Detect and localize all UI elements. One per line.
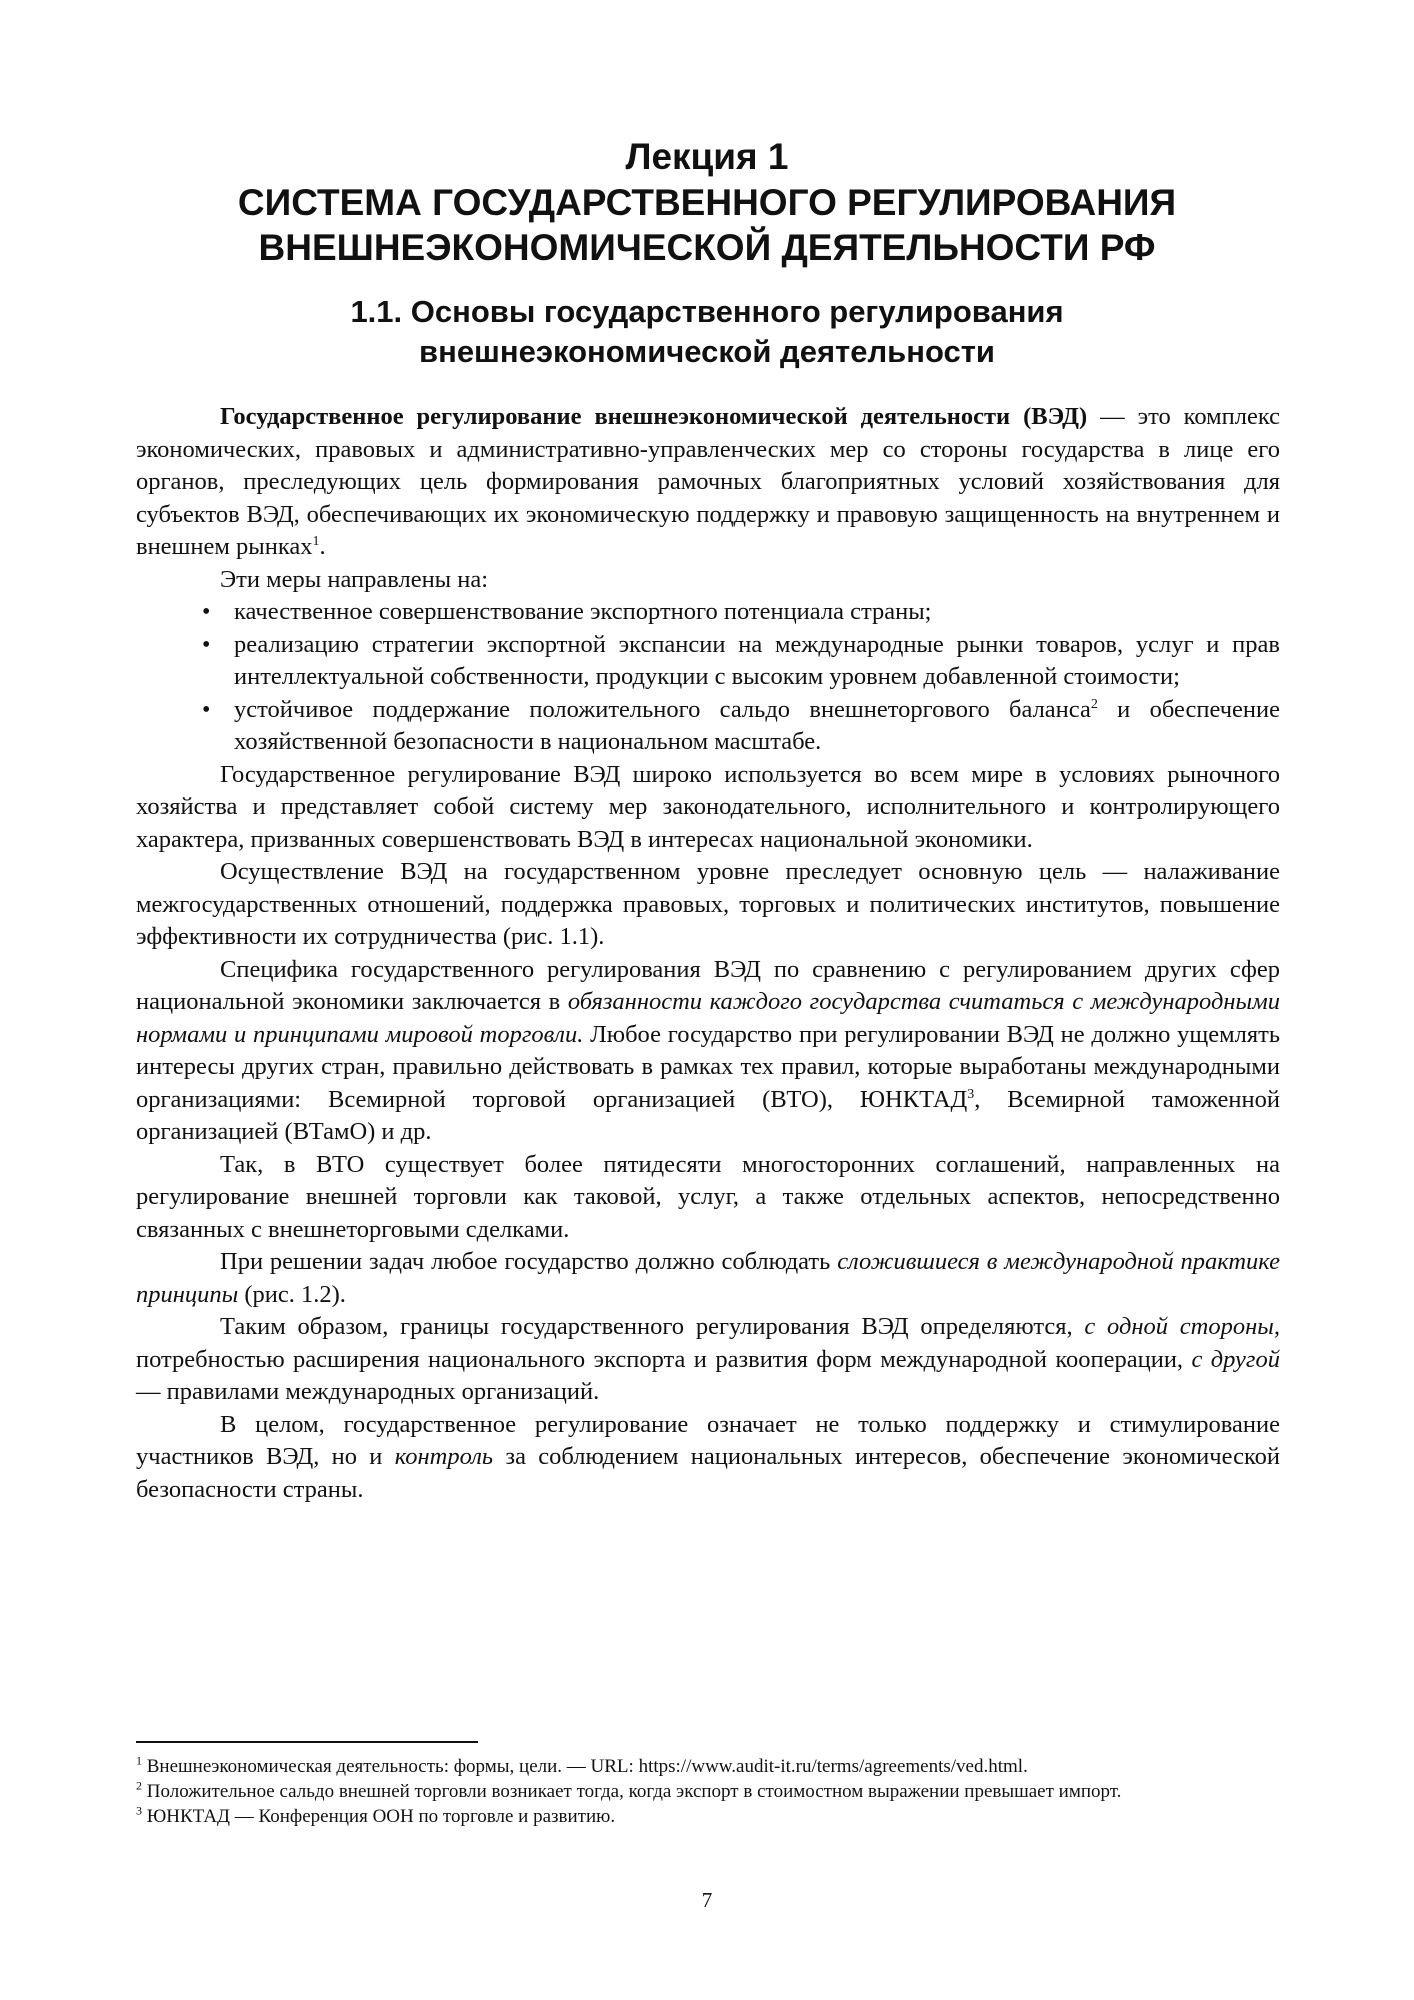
section-title-line-1: 1.1. Основы государственного регулирования — [350, 294, 1064, 329]
chapter-title — [0, 180, 1414, 270]
paragraph: Специфика государственного регулирования ВЭД по сравнению с регулированием других сфер национальной экономики заключается в обязанности каждого государства считаться с международными нормами и принципами мировой торговли. Любое государство при регулировании ВЭД не должно ущемлять интересы других стран, правильно действовать в рамках тех правил, которые выработаны международными организациями: Всемирной торговой организацией (ВТО), ЮНКТАД$^3$, Всемирной таможенной организацией (ВТамО) и др. — [136, 955, 1281, 1145]
section-title-line-2: внешнеэкономической деятельности — [419, 334, 995, 369]
paragraph: Осуществление ВЭД на государственном уровне преследует основную цель — налаживание межгосударственных отношений, поддержка правовых, торговых и политических институтов, повышение эффективности их сотрудничества (рис. 1.1). — [136, 858, 1280, 950]
footnote-ref-2[interactable]: 2 — [1090, 696, 1098, 712]
footnotes — [136, 1754, 1280, 1829]
footnote-1: $^1$ Внешнеэкономическая деятельность: формы, цели. — URL: https://www.audit-it.ru/terms/agreements/ved.html. — [136, 1753, 1028, 1777]
list-item: • устойчивое поддержание положительного сальдо внешнеторгового баланса$^2$ и обеспечение хозяйственной безопасности в национальном масштабе. — [202, 695, 1281, 755]
bullet-icon: • — [202, 696, 211, 723]
bullet-icon: • — [202, 631, 211, 658]
paragraph-definition: Государственное регулирование внешнеэкономической деятельности (ВЭД) — это комплекс экономических, правовых и административно-управленческих мер со стороны государства в лице его органов, преследующих цель формирования рамочных благоприятных условий хозяйствования для субъектов ВЭД, обеспечивающих их экономическую поддержку и правовую защищенность на внутреннем и внешнем рынках$^1$. — [136, 403, 1280, 560]
footnote-divider — [136, 1741, 478, 1743]
footnote-2: $^2$ Положительное сальдо внешней торговли возникает тогда, когда экспорт в стоимостном выражении превышает импорт. — [136, 1778, 1122, 1802]
footnote-ref-3[interactable]: 3 — [967, 1086, 975, 1102]
paragraph-measures-intro: Эти меры направлены на: — [220, 565, 489, 593]
paragraph: В целом, государственное регулирование означает не только поддержку и стимулирование участников ВЭД, но и контроль за соблюдением национальных интересов, обеспечение экономической безопасности страны. — [136, 1410, 1280, 1503]
list-item: • реализацию стратегии экспортной экспансии на международные рынки товаров, услуг и прав интеллектуальной собственности, продукции с высоким уровнем добавленной стоимости; — [202, 630, 1280, 690]
paragraph: Таким образом, границы государственного регулирования ВЭД определяются, с одной стороны, потребностью расширения национального экспорта и развития форм международной кооперации, с другой — правилами международных организаций. — [136, 1313, 1280, 1405]
bullet-icon: • — [202, 599, 211, 625]
measures-list — [136, 596, 1280, 759]
section-title — [0, 292, 1414, 372]
chapter-title-line-2: ВНЕШНЕЭКОНОМИЧЕСКОЙ ДЕЯТЕЛЬНОСТИ РФ — [258, 227, 1156, 268]
list-item: • качественное совершенствование экспортного потенциала страны; — [136, 596, 1280, 629]
body-text — [136, 401, 1280, 1506]
paragraph: Государственное регулирование ВЭД широко используется во всем мире в условиях рыночного хозяйства и представляет собой систему мер законодательного, исполнительного и контролирующего характера, призванных совершенствовать ВЭД в интересах национальной экономики. — [136, 760, 1280, 853]
paragraph: При решении задач любое государство должно соблюдать сложившиеся в международной практике принципы (рис. 1.2). — [136, 1248, 1280, 1308]
paragraph: Так, в ВТО существует более пятидесяти многосторонних соглашений, направленных на регулирование внешней торговли как таковой, услуг, а также отдельных аспектов, непосредственно связанных с внешнеторговыми сделками. — [136, 1150, 1280, 1243]
page-number: 7 — [701, 1888, 713, 1912]
footnote-ref-1[interactable]: 1 — [312, 533, 320, 549]
footnote-3: $^3$ ЮНКТАД — Конференция ООН по торговле и развитию. — [136, 1803, 616, 1827]
chapter-title-line-1: СИСТЕМА ГОСУДАРСТВЕННОГО РЕГУЛИРОВАНИЯ — [237, 182, 1177, 223]
lecture-heading: Лекция 1 — [625, 136, 789, 177]
definition-term: Государственное регулирование внешнеэкономической деятельности (ВЭД) — [220, 403, 1088, 430]
